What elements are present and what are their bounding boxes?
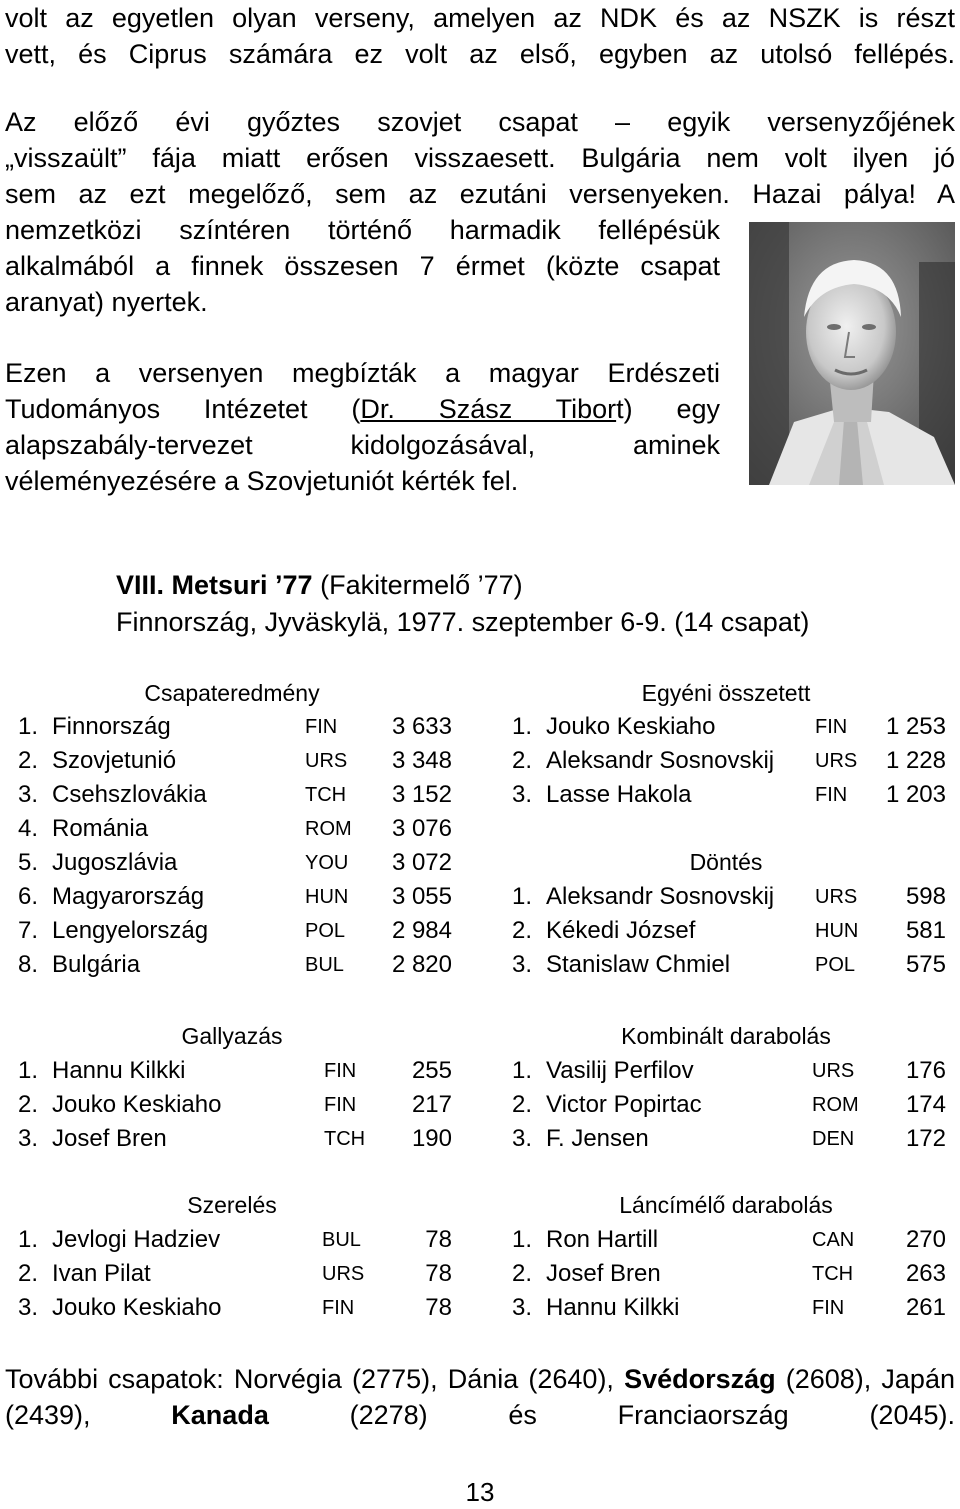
rank: 3. <box>18 1294 39 1321</box>
country-code: BUL <box>305 954 344 976</box>
rank: 2. <box>18 747 39 774</box>
country-code: URS <box>812 1060 855 1082</box>
result-row <box>18 880 452 914</box>
p3-line-1: Ezen a versenyen megbízták a magyar Erdészeti <box>5 358 720 388</box>
score: 575 <box>905 951 946 978</box>
paragraph-2-narrow <box>5 212 720 320</box>
score: 1 253 <box>885 713 946 740</box>
score: 78 <box>425 1260 452 1287</box>
competitor-name: Stanislaw Chmiel <box>546 951 731 978</box>
result-row <box>512 1122 946 1156</box>
rank: 5. <box>18 849 39 876</box>
score: 1 228 <box>885 747 946 774</box>
event-title: VIII. Metsuri ’77 (Fakitermelő ’77) <box>116 570 523 600</box>
result-row <box>18 948 452 982</box>
country-code: URS <box>815 750 858 772</box>
section-title-team: Csapateredmény <box>144 680 320 706</box>
result-row <box>18 778 452 812</box>
score: 176 <box>905 1057 946 1084</box>
competitor-name: Jouko Keskiaho <box>546 713 716 740</box>
rank: 3. <box>512 1125 533 1152</box>
country-code: HUN <box>305 886 349 908</box>
score: 3 076 <box>391 815 452 842</box>
score: 78 <box>425 1226 452 1253</box>
section-title-individual: Egyéni összetett <box>641 680 811 706</box>
p2-line-4: nemzetközi színtéren történő harmadik fellépésük <box>5 215 720 245</box>
sweden-bold: Svédország <box>624 1364 776 1394</box>
canada-bold: Kanada <box>171 1400 269 1430</box>
rank: 2. <box>18 1260 39 1287</box>
p2-line-5: alkalmából a finnek összesen 7 érmet (közte csapat <box>5 251 720 281</box>
country-code: FIN <box>305 716 338 738</box>
result-row <box>512 710 946 744</box>
result-row <box>18 1257 452 1291</box>
country-code: ROM <box>812 1094 859 1116</box>
competitor-name: Ivan Pilat <box>52 1260 151 1287</box>
score: 2 820 <box>391 951 452 978</box>
result-row <box>18 914 452 948</box>
paragraph-3 <box>5 355 720 499</box>
result-row <box>18 1223 452 1257</box>
result-row <box>18 846 452 880</box>
country-code: FIN <box>815 716 848 738</box>
score: 174 <box>905 1091 946 1118</box>
score: 217 <box>411 1091 452 1118</box>
country-code: URS <box>815 886 858 908</box>
p2-line-6: aranyat) nyertek. <box>5 287 208 317</box>
result-row <box>512 1257 946 1291</box>
result-row <box>18 1291 452 1325</box>
result-row <box>18 710 452 744</box>
country-code: TCH <box>305 784 347 806</box>
rank: 1. <box>18 1057 39 1084</box>
rank: 3. <box>18 781 39 808</box>
competitor-name: Hannu Kilkki <box>546 1294 680 1321</box>
p3-line-2: Tudományos Intézetet (Dr. Szász Tibort) egy <box>5 394 720 424</box>
score: 78 <box>425 1294 452 1321</box>
rank: 1. <box>512 713 533 740</box>
country-code: POL <box>305 920 346 942</box>
result-row <box>512 1223 946 1257</box>
competitor-name: Lasse Hakola <box>546 781 692 808</box>
competitor-name: Bulgária <box>52 951 141 978</box>
rank: 1. <box>18 1226 39 1253</box>
score: 1 203 <box>885 781 946 808</box>
result-row <box>512 948 946 982</box>
rank: 1. <box>512 1057 533 1084</box>
score: 2 984 <box>391 917 452 944</box>
p3-line-4: véleményezésére a Szovjetuniót kérték fel. <box>5 466 519 496</box>
rank: 1. <box>512 883 533 910</box>
result-row <box>18 744 452 778</box>
score: 261 <box>905 1294 946 1321</box>
country-code: TCH <box>324 1128 366 1150</box>
competitor-name: Hannu Kilkki <box>52 1057 186 1084</box>
score: 3 348 <box>391 747 452 774</box>
competitor-name: Finnország <box>52 713 171 740</box>
p2-line-3: sem az ezt megelőző, sem az ezutáni versenyeken. Hazai pálya! A <box>5 179 955 209</box>
country-code: FIN <box>812 1297 845 1319</box>
result-row <box>512 778 946 812</box>
paragraph-2 <box>5 104 955 212</box>
country-code: FIN <box>324 1060 357 1082</box>
rank: 8. <box>18 951 39 978</box>
event-subtitle: Finnország, Jyväskylä, 1977. szeptember 6-9. (14 csapat) <box>116 607 810 637</box>
result-row <box>512 1054 946 1088</box>
result-row <box>18 1088 452 1122</box>
score: 581 <box>905 917 946 944</box>
competitor-name: Josef Bren <box>546 1260 661 1287</box>
rank: 7. <box>18 917 39 944</box>
result-row <box>512 914 946 948</box>
competitor-name: Jugoszlávia <box>52 849 178 876</box>
competitor-name: Románia <box>52 815 149 842</box>
result-row <box>512 1291 946 1325</box>
rank: 2. <box>512 917 533 944</box>
dr-szasz-tibor-link: Dr. Szász Tibor <box>360 394 617 424</box>
country-code: FIN <box>324 1094 357 1116</box>
section-title-chain: Láncímélő darabolás <box>619 1192 833 1218</box>
result-row <box>18 1054 452 1088</box>
rank: 2. <box>512 1260 533 1287</box>
page-number: 13 <box>465 1477 495 1507</box>
competitor-name: Josef Bren <box>52 1125 167 1152</box>
p2-line-1: Az előző évi győztes szovjet csapat – egyik versenyzőjének <box>5 107 955 137</box>
competitor-name: Magyarország <box>52 883 205 910</box>
rank: 2. <box>18 1091 39 1118</box>
competitor-name: Lengyelország <box>52 917 209 944</box>
country-code: ROM <box>305 818 352 840</box>
score: 172 <box>905 1125 946 1152</box>
country-code: CAN <box>812 1229 855 1251</box>
portrait-image <box>749 222 955 485</box>
result-row <box>18 1122 452 1156</box>
country-code: DEN <box>812 1128 855 1150</box>
competitor-name: Kékedi József <box>546 917 696 944</box>
other-teams-paragraph: További csapatok: Norvégia (2775), Dánia (2640), Svédország (2608), Japán (2439), Kanada (2278) és Franciaország (2045). <box>5 1364 955 1430</box>
country-code: URS <box>305 750 348 772</box>
score: 598 <box>905 883 946 910</box>
competitor-name: Aleksandr Sosnovskij <box>546 747 775 774</box>
competitor-name: Aleksandr Sosnovskij <box>546 883 775 910</box>
score: 270 <box>905 1226 946 1253</box>
section-title-assembly: Szerelés <box>187 1192 277 1218</box>
rank: 2. <box>512 1091 533 1118</box>
country-code: TCH <box>812 1263 854 1285</box>
result-row <box>512 1088 946 1122</box>
section-title-limbing: Gallyazás <box>181 1023 283 1049</box>
p3-line-3: alapszabály-tervezet kidolgozásával, aminek <box>5 430 720 460</box>
rank: 1. <box>18 713 39 740</box>
competitor-name: Jevlogi Hadziev <box>52 1226 221 1253</box>
result-row <box>512 880 946 914</box>
competitor-name: Csehszlovákia <box>52 781 207 808</box>
competitor-name: Victor Popirtac <box>546 1091 702 1118</box>
score: 3 072 <box>391 849 452 876</box>
country-code: FIN <box>322 1297 355 1319</box>
competitor-name: Jouko Keskiaho <box>52 1294 222 1321</box>
country-code: FIN <box>815 784 848 806</box>
rank: 3. <box>512 781 533 808</box>
rank: 3. <box>18 1125 39 1152</box>
rank: 6. <box>18 883 39 910</box>
portrait-photo <box>749 222 955 485</box>
score: 3 055 <box>391 883 452 910</box>
competitor-name: Szovjetunió <box>52 747 177 774</box>
score: 3 633 <box>391 713 452 740</box>
score: 263 <box>905 1260 946 1287</box>
competitor-name: Ron Hartill <box>546 1226 659 1253</box>
result-row <box>512 744 946 778</box>
country-code: BUL <box>322 1229 361 1251</box>
rank: 4. <box>18 815 39 842</box>
rank: 3. <box>512 1294 533 1321</box>
score: 3 152 <box>391 781 452 808</box>
intro-paragraph <box>5 0 955 72</box>
country-code: POL <box>815 954 856 976</box>
rank: 1. <box>512 1226 533 1253</box>
country-code: URS <box>322 1263 365 1285</box>
rank: 3. <box>512 951 533 978</box>
score: 255 <box>411 1057 452 1084</box>
intro-line-1: volt az egyetlen olyan verseny, amelyen az NDK és az NSZK is részt <box>5 3 955 33</box>
p2-line-2: „visszaült” fája miatt erősen visszaesett. Bulgária nem volt ilyen jó <box>5 143 955 173</box>
country-code: HUN <box>815 920 859 942</box>
result-row <box>18 812 452 846</box>
section-title-combined: Kombinált darabolás <box>621 1023 831 1049</box>
rank: 2. <box>512 747 533 774</box>
country-code: YOU <box>305 852 349 874</box>
competitor-name: Jouko Keskiaho <box>52 1091 222 1118</box>
section-title-felling: Döntés <box>689 849 763 875</box>
competitor-name: Vasilij Perfilov <box>546 1057 694 1084</box>
score: 190 <box>411 1125 452 1152</box>
intro-line-2: vett, és Ciprus számára ez volt az első, egyben az utolsó fellépés. <box>5 39 955 69</box>
competitor-name: F. Jensen <box>546 1125 649 1152</box>
